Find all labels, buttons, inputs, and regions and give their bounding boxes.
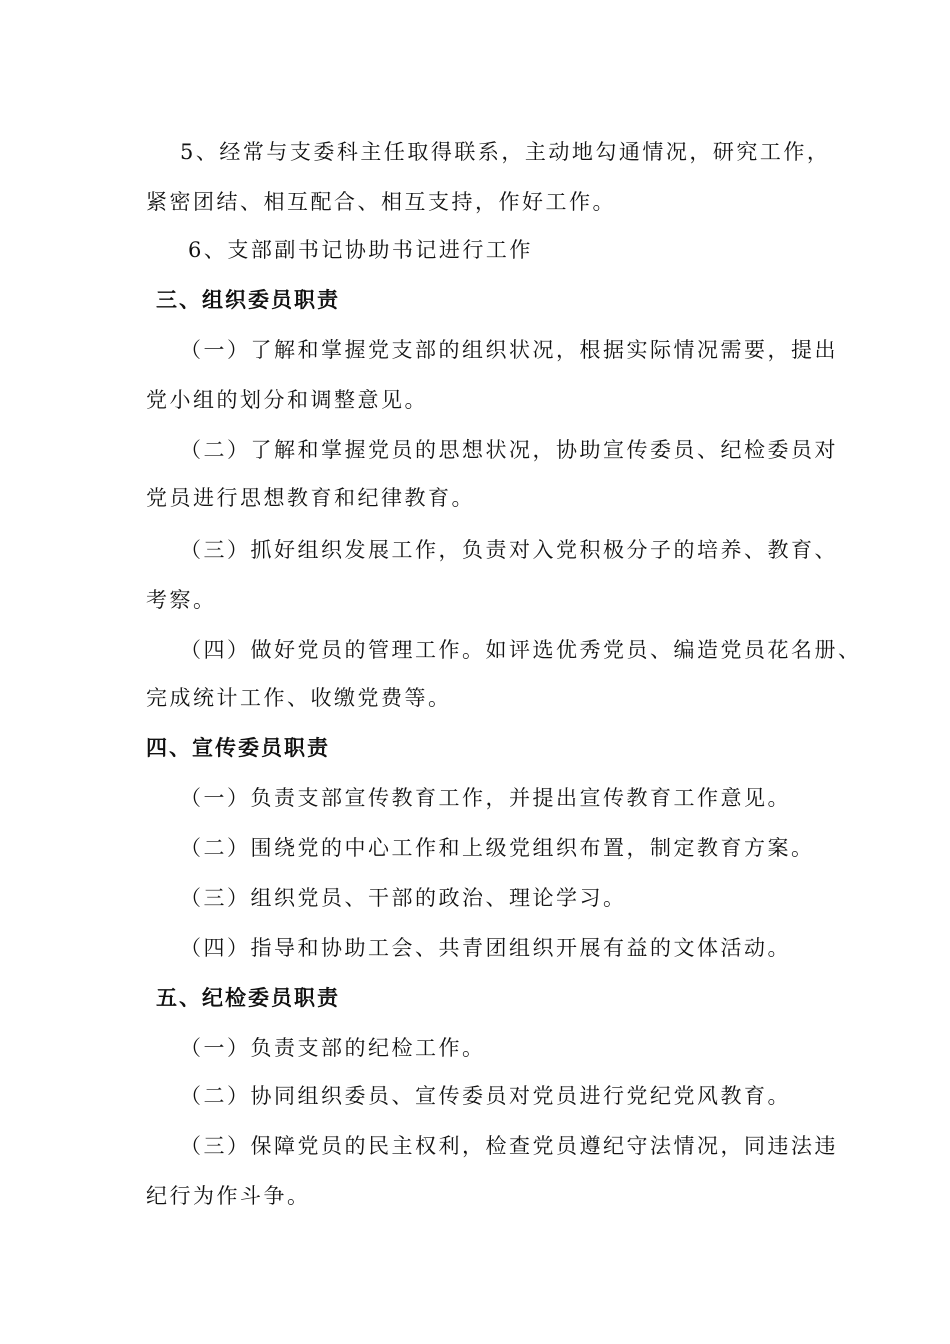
organization-item-4-line-1: （四）做好党员的管理工作。如评选优秀党员、编造党员花名册、 [180, 638, 862, 662]
discipline-item-3-line-1: （三）保障党员的民主权利，检查党员遵纪守法情况，同违法违 [180, 1134, 838, 1158]
section-heading-publicity: 四、宣传委员职责 [146, 735, 330, 760]
paragraph-6-line-1: 6、支部副书记协助书记进行工作 [188, 238, 533, 262]
organization-item-1-line-2: 党小组的划分和调整意见。 [146, 388, 428, 412]
section-heading-organization: 三、组织委员职责 [156, 287, 340, 312]
paragraph-5-line-1: 5、经常与支委科主任取得联系，主动地勾通情况，研究工作， [180, 140, 831, 164]
discipline-item-3-line-2: 纪行为作斗争。 [146, 1184, 311, 1208]
organization-item-2-line-2: 党员进行思想教育和纪律教育。 [146, 486, 475, 510]
organization-item-3-line-1: （三）抓好组织发展工作，负责对入党积极分子的培养、教育、 [180, 538, 838, 562]
paragraph-5-line-2: 紧密团结、相互配合、相互支持，作好工作。 [146, 190, 616, 214]
organization-item-4-line-2: 完成统计工作、收缴党费等。 [146, 686, 452, 710]
publicity-item-1: （一）负责支部宣传教育工作，并提出宣传教育工作意见。 [180, 786, 791, 810]
publicity-item-4: （四）指导和协助工会、共青团组织开展有益的文体活动。 [180, 936, 791, 960]
discipline-item-2: （二）协同组织委员、宣传委员对党员进行党纪党风教育。 [180, 1084, 791, 1108]
organization-item-2-line-1: （二）了解和掌握党员的思想状况，协助宣传委员、纪检委员对 [180, 438, 838, 462]
discipline-item-1: （一）负责支部的纪检工作。 [180, 1036, 486, 1060]
section-heading-discipline: 五、纪检委员职责 [156, 985, 340, 1010]
organization-item-1-line-1: （一）了解和掌握党支部的组织状况，根据实际情况需要，提出 [180, 338, 838, 362]
publicity-item-2: （二）围绕党的中心工作和上级党组织布置，制定教育方案。 [180, 836, 815, 860]
publicity-item-3: （三）组织党员、干部的政治、理论学习。 [180, 886, 627, 910]
organization-item-3-line-2: 考察。 [146, 588, 217, 612]
